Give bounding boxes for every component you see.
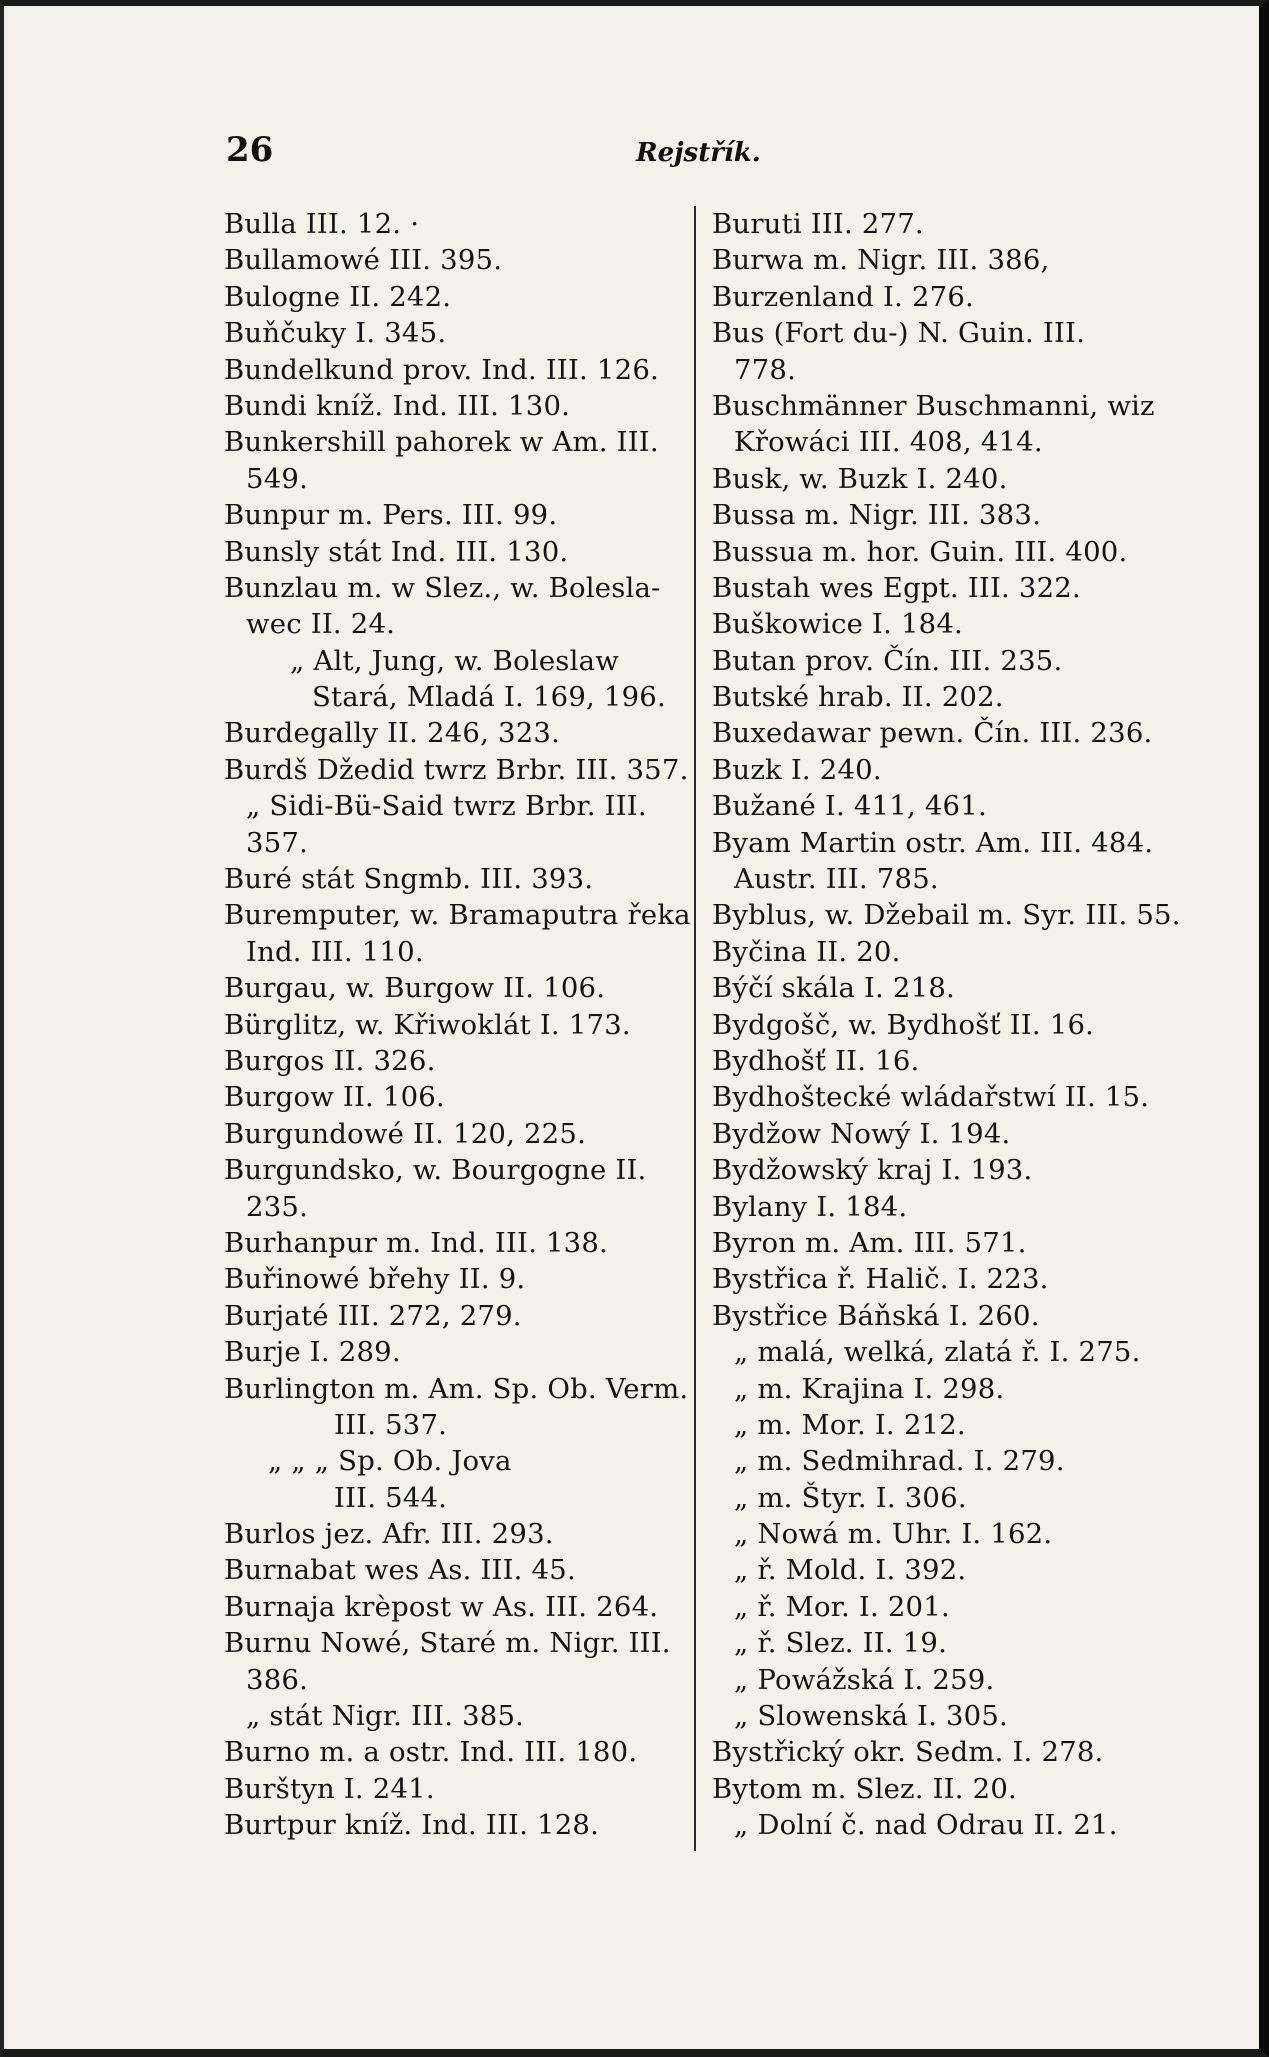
index-entry-line: 549. [246,462,309,495]
index-entry-line: Busk, w. Buzk I. 240. [712,462,1008,495]
index-entry-line: Burgundowé II. 120, 225. [224,1117,587,1150]
index-entry-line: Bunsly stát Ind. III. 130. [224,535,569,568]
index-entry-line: „ stát Nigr. III. 385. [246,1700,525,1733]
index-entry-line: III. 537. [334,1408,448,1441]
index-entry-line: Bylany I. 184. [712,1190,908,1223]
index-entry-line: Byčina II. 20. [712,935,901,968]
index-entry-line: Býčí skála I. 218. [712,972,955,1005]
index-entry-line: „ ř. Slez. II. 19. [734,1627,948,1660]
index-entry-line: 357. [246,826,309,859]
index-entry-line: Burnu Nowé, Staré m. Nigr. III. [224,1627,671,1660]
index-entry-line: Byblus, w. Džebail m. Syr. III. 55. [712,899,1181,932]
index-entry-line: Butan prov. Čín. III. 235. [712,644,1063,677]
index-entry-line: Austr. III. 785. [734,863,939,896]
index-entry-line: Bunzlau m. w Slez., w. Boleslа- [224,571,661,604]
index-entry-line: Burjaté III. 272, 279. [224,1299,522,1332]
index-entry-line: Bustah wes Egpt. III. 322. [712,571,1081,604]
index-entry-line: Burhanpur m. Ind. III. 138. [224,1226,609,1259]
index-entry-line: „ Powážská I. 259. [734,1663,995,1696]
page-number: 26 [226,130,274,170]
index-entry-line: „ ř. Mold. I. 392. [734,1554,967,1587]
index-entry-line: Bunpur m. Pers. III. 99. [224,499,558,532]
index-entry-line: Byam Martin ostr. Am. III. 484. [712,826,1154,859]
index-entry-line: Bytom m. Slez. II. 20. [712,1772,1017,1805]
index-entry-line: Buškowice I. 184. [712,608,963,641]
index-entry-line: Burzenland I. 276. [712,280,974,313]
index-entry-line: Burgundsko, w. Bourgogne II. [224,1154,647,1187]
column-divider [694,206,696,1851]
index-entry-line: „ „ „ Sp. Ob. Jova [268,1445,512,1478]
index-entry-line: Burštyn I. 241. [224,1772,435,1805]
index-entry-line: „ Sidi-Bü-Said twrz Brbr. III. [246,790,647,823]
index-entry-line: Bydžowský kraj I. 193. [712,1154,1033,1187]
index-entry-line: Bulla III. 12. · [224,208,420,240]
index-entry-line: Bystřice Báňská I. 260. [712,1299,1040,1332]
index-entry-line: III. 544. [334,1481,448,1514]
index-entry-line: Buremputer, w. Bramaputra řeka [224,899,691,932]
index-entry-line: Křowáci III. 408, 414. [734,426,1043,459]
index-entry-line: Buruti III. 277. [712,208,924,240]
index-entry-line: Bydhoštecké wládařstwí II. 15. [712,1081,1150,1114]
index-entry-line: Burje I. 289. [224,1336,401,1369]
index-entry-line: Bürglitz, w. Křiwoklát I. 173. [224,1008,631,1041]
page-title: Rejstřík. [636,138,761,168]
index-entry-line: Burtpur kníž. Ind. III. 128. [224,1809,600,1842]
index-entry-line: Burnaja krèpost w As. III. 264. [224,1590,659,1623]
index-entry-line: Bullamowé III. 395. [224,244,503,277]
index-entry-line: Bussa m. Nigr. III. 383. [712,499,1042,532]
index-entry-line: Bussua m. hor. Guin. III. 400. [712,535,1128,568]
index-entry-line: Butské hrab. II. 202. [712,681,1004,714]
index-entry-line: Bystřica ř. Halič. I. 223. [712,1263,1049,1296]
index-entry-line: Bužané I. 411, 461. [712,790,987,823]
index-entry-line: Burdegally II. 246, 323. [224,717,561,750]
index-entry-line: „ Dolní č. nad Odrau II. 21. [734,1809,1118,1842]
index-entry-line: Buřinowé břehy II. 9. [224,1263,526,1296]
index-entry-line: Bydhošť II. 16. [712,1044,920,1077]
index-entry-line: „ Nowá m. Uhr. I. 162. [734,1518,1053,1551]
index-entry-line: wec II. 24. [246,608,396,641]
index-entry-line: Buňčuky I. 345. [224,317,447,350]
index-entry-line: Burdš Džedid twrz Brbr. III. 357. [224,753,689,786]
index-entry-line: „ malá, welká, zlatá ř. I. 275. [734,1336,1141,1369]
index-entry-line: Ind. III. 110. [246,935,424,968]
index-entry-line: Bus (Fort du-) N. Guin. III. [712,317,1086,350]
index-column-right [712,206,1181,1844]
index-entry-line: Bundelkund prov. Ind. III. 126. [224,353,659,386]
index-entry-line: Bunkershill pahorek w Am. III. [224,426,659,459]
index-entry-line: „ m. Sedmihrad. I. 279. [734,1445,1065,1478]
index-entry-line: „ m. Krajina I. 298. [734,1372,1005,1405]
index-entry-line: Buzk I. 240. [712,753,882,786]
index-entry-line: 778. [734,353,797,386]
index-entry-line: Burlos jez. Afr. III. 293. [224,1518,554,1551]
index-entry-line: „ Alt, Jung, w. Boleslaw [290,644,619,677]
index-entry-line: 386. [246,1663,309,1696]
index-entry-line: Buré stát Sngmb. III. 393. [224,863,594,896]
index-entry-line: Burno m. a ostr. Ind. III. 180. [224,1736,638,1769]
index-entry-line: Bydgošč, w. Bydhošť II. 16. [712,1008,1095,1041]
index-entry-line: „ ř. Mor. I. 201. [734,1590,950,1623]
index-entry-line: „ Slowenská I. 305. [734,1700,1008,1733]
index-entry-line: Stará, Mladá I. 169, 196. [312,681,666,714]
index-entry-line: Burnabat wes As. III. 45. [224,1554,576,1587]
index-entry-line: 235. [246,1190,309,1223]
index-entry-line: Buschmänner Buschmanni, wiz [712,389,1155,422]
index-entry-line: Burwa m. Nigr. III. 386, [712,244,1050,277]
index-entry-line: Burlington m. Am. Sp. Ob. Verm. [224,1372,689,1405]
index-entry-line: Bydžow Nowý I. 194. [712,1117,1011,1150]
index-entry-line: Burgos II. 326. [224,1044,436,1077]
index-entry-line: Byron m. Am. III. 571. [712,1226,1027,1259]
index-entry-line: Burgow II. 106. [224,1081,445,1114]
index-entry-line: Bundi kníž. Ind. III. 130. [224,389,571,422]
index-entry-line: „ m. Štyr. I. 306. [734,1481,967,1514]
index-column-left [224,206,691,1844]
index-entry-line: Bulogne II. 242. [224,280,452,313]
index-entry-line: „ m. Mor. I. 212. [734,1408,966,1441]
index-entry-line: Buxedawar pewn. Čín. III. 236. [712,717,1153,750]
index-entry-line: Burgau, w. Burgow II. 106. [224,972,606,1005]
index-entry-line: Bystřický okr. Sedm. I. 278. [712,1736,1104,1769]
